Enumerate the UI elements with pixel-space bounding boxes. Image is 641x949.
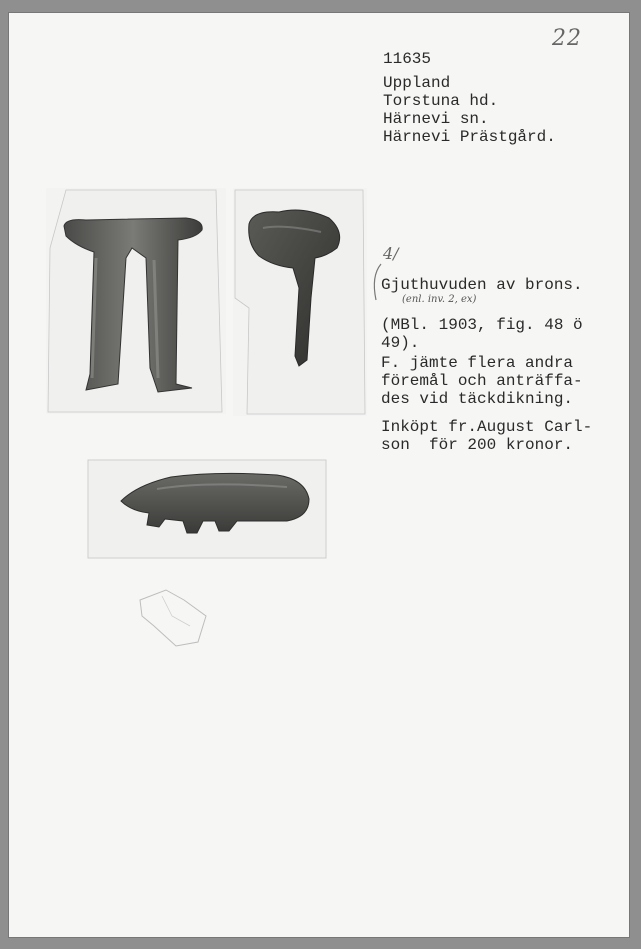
object-description: Gjuthuvuden av brons.	[381, 276, 583, 294]
location-line-parish: Härnevi sn.	[383, 110, 489, 128]
photo-casting-head-front	[46, 188, 226, 414]
photo-casting-head-bottom	[87, 459, 327, 559]
find-line-2: föremål och anträffa-	[381, 372, 583, 390]
item-marker: 4/	[383, 244, 399, 263]
location-line-farm: Härnevi Prästgård.	[383, 128, 556, 146]
pencil-sketch-mark	[132, 586, 212, 650]
purchase-line-1: Inköpt fr.August Carl-	[381, 418, 593, 436]
purchase-line-2: son för 200 kronor.	[381, 436, 574, 454]
location-line-hundred: Torstuna hd.	[383, 92, 499, 110]
find-line-1: F. jämte flera andra	[381, 354, 574, 372]
location-line-province: Uppland	[383, 74, 451, 92]
casting-head-side-image	[233, 188, 367, 416]
catalogue-number: 11635	[383, 50, 432, 68]
photo-casting-head-side	[233, 188, 367, 416]
reference-line-2: 49).	[381, 334, 420, 352]
page-number: 22	[552, 26, 582, 51]
casting-head-bottom-image	[87, 459, 327, 559]
find-line-3: des vid täckdikning.	[381, 390, 574, 408]
handwritten-note: (enl. inv. 2, ex)	[402, 294, 477, 305]
casting-head-front-image	[46, 188, 226, 414]
reference-line-1: (MBl. 1903, fig. 48 ö	[381, 316, 583, 334]
